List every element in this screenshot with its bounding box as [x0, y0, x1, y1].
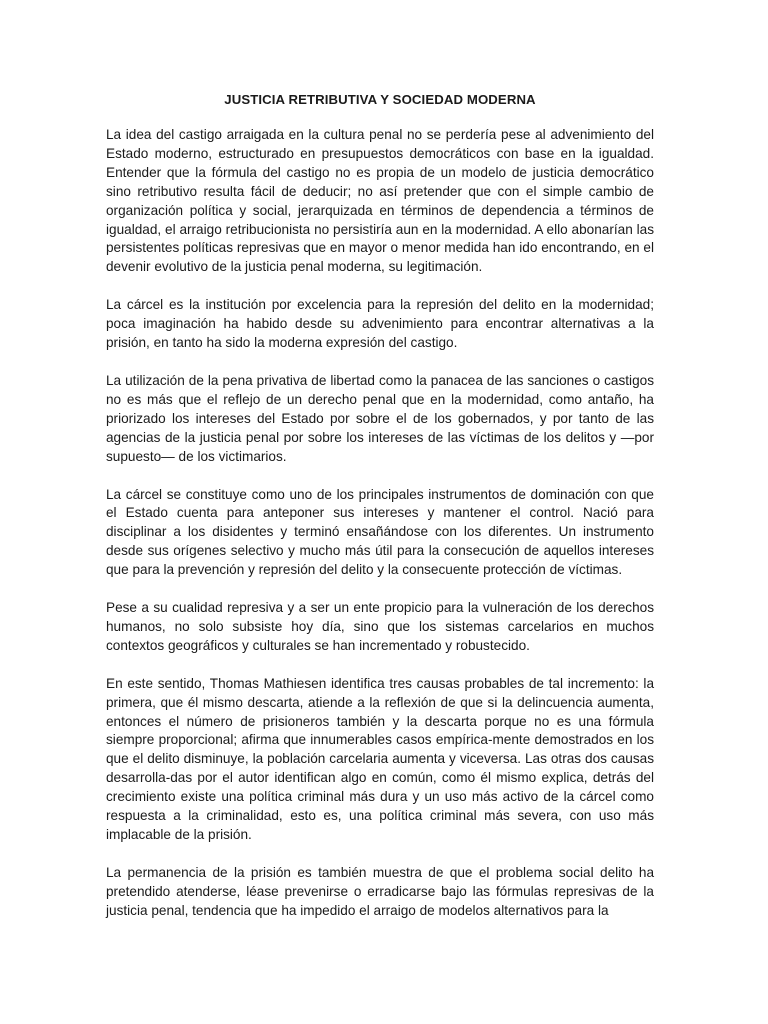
paragraph-7: La permanencia de la prisión es también muestra de que el problema social delito ha pretendido atenderse, léase prevenirse o erradicarse bajo las fórmulas represivas de la justicia penal, tendencia que ha impedido el arraigo de modelos alternativos para la [106, 864, 654, 918]
paragraph-2: La cárcel es la institución por excelencia para la represión del delito en la modernidad; poca imaginación ha habido desde su advenimiento para encontrar alternativas a la prisión, en tanto ha sido la moderna expresión del castigo. [106, 297, 654, 351]
paragraph-6: En este sentido, Thomas Mathiesen identifica tres causas probables de tal incremento: la primera, que él mismo descarta, atiende a la reflexión de que si la delincuencia aumenta, entonces el número de prisioneros también y la descarta porque no es una fórmula siempre proporcional; afirma que innumerables casos empírica-mente demostrados en los que el delito disminuye, la población carcelaria aumenta y viceversa. Las otras dos causas desarrolla-das por el autor identifican algo en común, como él mismo explica, detrás del crecimiento existe una política criminal más dura y un uso más activo de la cárcel como respuesta a la criminalidad, esto es, una política criminal más severa, con uso más implacable de la prisión. [106, 675, 654, 842]
document-page [106, 90, 654, 940]
paragraph-3: La utilización de la pena privativa de libertad como la panacea de las sanciones o castigos no es más que el reflejo de un derecho penal que en la modernidad, como antaño, ha priorizado los intereses del Estado por sobre el de los gobernados, y por tanto de las agencias de la justicia penal por sobre los intereses de las víctimas de los delitos y —por supuesto— de los victimarios. [106, 372, 654, 464]
paragraph-5: Pese a su cualidad represiva y a ser un ente propicio para la vulneración de los derechos humanos, no solo subsiste hoy día, sino que los sistemas carcelarios en muchos contextos geográficos y culturales se han incrementado y robustecido. [106, 600, 654, 653]
paragraph-4: La cárcel se constituye como uno de los principales instrumentos de dominación con que el Estado cuenta para anteponer sus intereses y mantener el control. Nació para disciplinar a los disidentes y terminó ensañándose con los diferentes. Un instrumento desde sus orígenes selectivo y mucho más útil para la consecución de aquellos intereses que para la prevención y represión del delito y la consecuente protección de víctimas. [106, 486, 654, 578]
document-title: JUSTICIA RETRIBUTIVA Y SOCIEDAD MODERNA [224, 92, 536, 107]
paragraph-1: La idea del castigo arraigada en la cultura penal no se perdería pese al advenimiento del Estado moderno, estructurado en presupuestos democráticos con base en la igualdad. Entender que la fórmula del castigo no es propia de un modelo de justicia democrático sino retributivo resulta fácil de deducir; no así pretender que con el simple cambio de organización política y social, jerarquizada en términos de dependencia a términos de igualdad, el arraigo retribucionista no persistiría aun en la modernidad. A ello abonarían las persistentes políticas represivas que en mayor o menor medida han ido encontrando, en el devenir evolutivo de la justicia penal moderna, su legitimación. [106, 127, 654, 275]
